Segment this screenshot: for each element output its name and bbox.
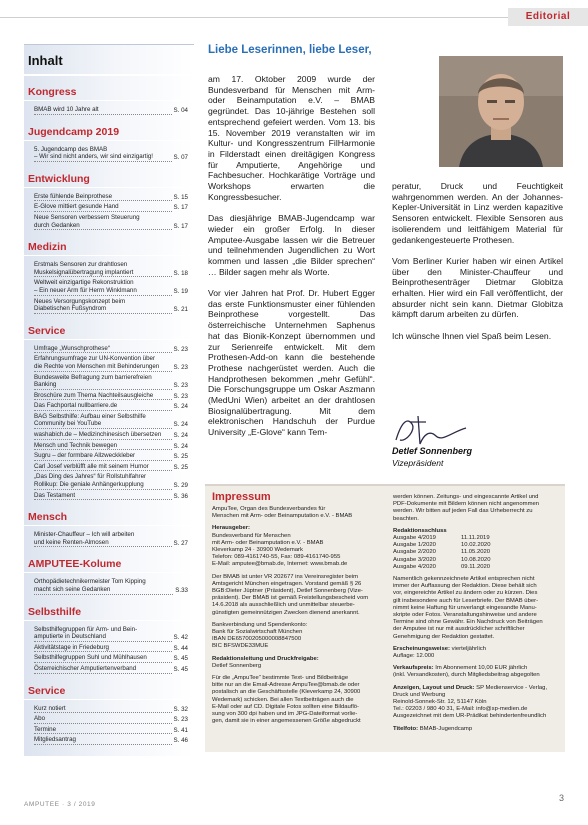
toc-entry	[24, 192, 194, 203]
toc-section	[24, 509, 194, 548]
toc-entry	[24, 725, 194, 736]
impressum-block-text: Bundesverband für Menschen mit Arm- oder Beinamputation e.V. - BMAB Kleverkamp 24 · 30900 Wedemark Telefon: 089-4161740-55, Fax: 089-4161740-955 E-Mail: amputee@bmab.de, Internet: www.bmab.de	[212, 532, 348, 568]
toc-section-title: Entwicklung	[24, 171, 194, 188]
toc-entry	[24, 354, 194, 372]
impressum-block	[212, 506, 384, 520]
impressum-block	[393, 726, 559, 733]
signature-image	[392, 410, 472, 450]
toc-entry	[24, 105, 194, 116]
toc-sections	[24, 84, 194, 746]
toc-section-title: AMPUTEE-Kolume	[24, 556, 194, 573]
toc-entry	[24, 373, 194, 391]
toc-entry	[24, 213, 194, 231]
article-paragraph: peratur, Druck und Feuchtigkeit wahrgenommen werden. An der Johannes-Kepler-Universität in Linz werden kapazitive Sensoren entwickelt. Flexible Sensoren aus isolierendem und leitfähigem Material für gedankengesteuerte Prothesen.	[392, 181, 563, 245]
toc-entry-title: Bundesweite Befragung zum barrierefreien Banking	[34, 374, 172, 390]
toc-entry-title: Österreichischer Amputiertenverband	[34, 665, 172, 674]
toc-entry	[24, 451, 194, 462]
schedule-date: 09.11.2020	[461, 563, 491, 570]
toc-entry	[24, 260, 194, 278]
impressum-block	[393, 576, 559, 641]
toc-entry-page: S. 17	[173, 204, 188, 212]
toc-title: Inhalt	[24, 45, 194, 76]
impressum-column-2	[393, 494, 559, 738]
toc-entry	[24, 714, 194, 725]
toc-section-title: Selbsthilfe	[24, 604, 194, 621]
author-photo	[439, 56, 563, 167]
toc-entry-title: Selbsthilfegruppen für Arm- und Bein- amputierte in Deutschland	[34, 626, 172, 642]
article-column-2	[392, 181, 563, 352]
toc-entry-page: S. 15	[173, 193, 188, 201]
toc-entry-title: Carl Josef verblüfft alle mit seinem Humor	[34, 463, 172, 472]
toc-entry-title: Neue Sensoren verbessern Steuerung durch Gedanken	[34, 214, 172, 230]
impressum-intro: werden können. Zeitungs- und eingescannte Artikel und PDF-Dokumente mit Bildern können nicht angenommen werden. Wir bitten auf jeden Fall das Urheberrecht zu beachten.	[393, 494, 540, 522]
impressum-block	[212, 525, 384, 568]
schedule-list	[393, 535, 559, 571]
toc-section-title: Service	[24, 683, 194, 700]
toc-section	[24, 556, 194, 595]
footer-issue: AMPUTEE · 3 / 2019	[24, 801, 96, 808]
impressum-title: Impressum	[212, 491, 271, 503]
impressum-block-heading: Anzeigen, Layout und Druck:	[393, 684, 475, 691]
impressum-block	[212, 656, 384, 670]
toc-entry-title: Das Fachportal nullbarriere.de	[34, 402, 172, 411]
toc-entry-page: S. 46	[173, 737, 188, 745]
toc-entry-page: S. 23	[173, 382, 188, 390]
toc-entry-title: Selbsthilfegruppen Suhl und Mühlhausen	[34, 654, 172, 663]
toc-section-title: Service	[24, 323, 194, 340]
impressum-block	[393, 685, 559, 721]
impressum-details	[393, 576, 559, 733]
toc-entry	[24, 462, 194, 473]
toc-entry-page: S. 23	[173, 716, 188, 724]
toc-entry	[24, 472, 194, 490]
toc-entry-title: Erfahrungsumfrage zur UN-Konvention über die Rechte von Menschen mit Behinderungen	[34, 355, 172, 371]
schedule-date: 10.08.2020	[461, 556, 491, 563]
toc-entry-title: Orthopädietechnikermeister Tom Kipping macht sich seine Gedanken	[34, 578, 173, 594]
toc-section-title: Medizin	[24, 239, 194, 256]
impressum-block-text: SP Medienservice - Verlag, Druck und Werbung Reinold-Sonnek-Str. 12, 51147 Köln Tel.: 02203 / 980 40 31, E-Mail: info@sp-medien.de Ausgezeichnet mit dem UR-Prädikat behindertenfreundlich	[393, 684, 548, 720]
toc-entry-title: „Das Ding des Jahres“ für Rollstuhlfahrer Rollikup: Die geniale Anhängerkupplung	[34, 473, 172, 489]
toc-entry-page: S. 23	[173, 345, 188, 353]
toc-entry-page: S. 24	[173, 403, 188, 411]
toc-entry-title: Mitgliedsantrag	[34, 736, 172, 745]
impressum-column-1	[212, 506, 384, 730]
toc-entry	[24, 441, 194, 452]
schedule-block	[393, 528, 559, 571]
impressum-block-heading: Erscheinungsweise:	[393, 645, 450, 652]
impressum-block-text: Namentlich gekennzeichnete Artikel entsprechen nicht immer der Auffassung der Redaktion. Diese behält sich vor, eingereichte Artikel zu ändern oder zu kürzen. Dies gilt insbesondere auch für Leserbriefe. Der BMAB über- nimmt keine Haftung für unverlangt eingesandte Manu- skripte oder Fotos. Veranstaltungshinweise und andere Termine sind ohne Gewähr. Ein Nachdruck von Beiträgen der Amputee ist nur mit ausdrücklicher schriftlicher Genehmigung der Redaktion gestattet.	[393, 576, 543, 640]
toc-entry	[24, 577, 194, 595]
toc-entry	[24, 625, 194, 643]
toc-entry	[24, 491, 194, 502]
schedule-issue: Ausgabe 2/2020	[393, 549, 436, 556]
toc-entry	[24, 430, 194, 441]
impressum-block	[212, 574, 384, 617]
toc-entry-page: S. 44	[173, 644, 188, 652]
toc-entry-title: Kurz notiert	[34, 705, 172, 714]
schedule-row	[393, 564, 559, 571]
schedule-issue: Ausgabe 1/2020	[393, 542, 436, 549]
toc-entry-page: S. 25	[173, 453, 188, 461]
toc-entry-title: 5. Jugendcamp des BMAB – Wir sind nicht anders, wir sind einzigartig!	[34, 146, 172, 162]
table-of-contents	[24, 44, 194, 756]
impressum-block-text: Der BMAB ist unter VR 202677 ins Vereinsregister beim Amtsgericht München eingetragen. Vorstand gemäß § 26 BGB:Dieter Jüptner (Präsident), Detlef Sonnenberg (Vize- präsident). Der BMAB ist gemäß Freistellungsbescheid vom 14.6.2018 als ausschließlich und unmittelbar steuerbe- günstigten gemeinnützigen Zwecken dienend anerkannt.	[212, 573, 369, 616]
toc-entry-page: S. 23	[173, 363, 188, 371]
toc-entry-page: S. 45	[173, 655, 188, 663]
toc-entry-page: S. 21	[173, 306, 188, 314]
toc-entry-page: S. 32	[173, 705, 188, 713]
toc-section	[24, 604, 194, 675]
article-paragraph: Ich wünsche Ihnen viel Spaß beim Lesen.	[392, 330, 552, 341]
toc-entry-title: BMAB wird 10 Jahre alt	[34, 106, 172, 115]
toc-entry-page: S. 04	[173, 107, 188, 114]
schedule-issue: Ausgabe 3/2020	[393, 556, 436, 563]
portrait-image	[439, 56, 563, 167]
toc-entry	[24, 643, 194, 654]
toc-entry-page: S. 18	[173, 269, 188, 277]
schedule-date: 11.11.2019	[461, 535, 490, 542]
schedule-title: Redaktionsschluss	[393, 527, 447, 534]
impressum-block-text: Detlef Sonnenberg	[212, 662, 262, 669]
toc-entry	[24, 653, 194, 664]
impressum-block	[393, 665, 559, 679]
toc-entry-title: Umfrage „Wunschprothese“	[34, 345, 172, 354]
toc-entry-title: Sugru – der formbare Allzweckkleber	[34, 452, 172, 461]
schedule-row	[393, 549, 559, 556]
toc-section	[24, 84, 194, 116]
article-column-1	[208, 74, 375, 449]
toc-entry-title: BAG Selbsthilfe: Aufbau einer Selbsthilfe Community bei YouTube	[34, 413, 172, 429]
impressum-block-text: vierteljährlich Auflage: 12.000	[393, 645, 486, 660]
section-tag: Editorial	[508, 8, 588, 26]
toc-entry-page: S. 25	[173, 463, 188, 471]
toc-entry-page: S. 19	[173, 287, 188, 295]
schedule-date: 11.05.2020	[461, 549, 491, 556]
page-number: 3	[558, 793, 564, 803]
toc-entry	[24, 401, 194, 412]
signature-role: Vizepräsident	[392, 458, 444, 468]
article-paragraph: am 17. Oktober 2009 wurde der Bundesverband für Menschen mit Arm- oder Beinamputation e.V. – BMAB gegründet. Das 10-jährige Bestehen soll entsprechend gefeiert werden. Vom 13. bis 15. November 2019 veranstalten wir im Kultur- und Kongresszentrum FilHarmonie in Filderstadt einen dreitägigen Kongress für Amputierte, Angehörige und Fachbesucher. Hochkarätige Vorträge und Workshops erwarten die Kongressbesucher.	[208, 74, 375, 202]
impressum-block-heading: Verkaufspreis:	[393, 665, 434, 672]
toc-entry	[24, 664, 194, 675]
toc-entry-title: washabich.de – Medizinchinesisch übersetzen	[34, 431, 172, 440]
toc-entry-page: S. 24	[173, 442, 188, 450]
toc-section	[24, 124, 194, 163]
top-rule	[0, 17, 588, 18]
toc-entry-title: Termine	[34, 726, 172, 735]
impressum-block	[393, 646, 559, 660]
impressum-block-text: Für die „AmpuTee“ bestimmte Text- und Bildbeiträge bitte nur an die Email-Adresse AmpuTee@bmab.de oder postalisch an die Geschäftsstelle (Kleverkamp 24, 30900 Wedemark) schicken. Bei allen Textbeiträgen auch die E-Mail oder auf CD. Digitale Fotos sollten eine Bildauflö- sung von 300 dpi haben und im JPG-Dateiformat vorlie- gen, damit sie in einer angemessenen Größe abgedruckt	[212, 675, 361, 725]
toc-entry-title: Minister-Chauffeur – Ich will arbeiten und keine Renten-Almosen	[34, 531, 172, 547]
toc-entry-title: Broschüre zum Thema Nachteilsausgleiche	[34, 392, 172, 401]
schedule-issue: Ausgabe 4/2020	[393, 563, 436, 570]
toc-entry	[24, 297, 194, 315]
article-paragraph: Vor vier Jahren hat Prof. Dr. Hubert Egger das erste Funktionsmuster einer fühlenden Beinprothese vorgestellt. Das österreichische Unternehmen Saphenus hat das Bionik-Konzept übernommen und zur Serienreife entwickelt. Mit dem Prothesen-Add-on kann die bestehende Prothese nachgerüstet werden. Auch die Handprothesen bekommen „mehr Gefühl“. Die Forschungsgruppe um Oskar Aszmann (MedUni Wien) arbeitet an der drahtlosen Biosignalübertragung. Mit dem elektronischen Handschuh der Purdue University „E-Glove“ kann Tem-	[208, 288, 375, 438]
toc-entry-page: S.33	[175, 587, 188, 594]
toc-entry-title: Erstmals Sensoren zur drahtlosen Muskelsignalübertragung implantiert	[34, 261, 172, 277]
toc-entry	[24, 530, 194, 548]
impressum-block-heading: Herausgeber:	[212, 525, 250, 532]
impressum-block-heading: Redaktionsleitung und Druckfreigabe:	[212, 655, 319, 662]
toc-entry	[24, 202, 194, 213]
toc-section	[24, 323, 194, 502]
toc-entry	[24, 278, 194, 296]
schedule-issue: Ausgabe 4/2019	[393, 535, 436, 542]
toc-entry-title: Erste fühlende Beinprothese	[34, 193, 172, 202]
toc-entry-page: S. 07	[173, 154, 188, 162]
toc-section	[24, 683, 194, 746]
schedule-row	[393, 557, 559, 564]
signature-name: Detlef Sonnenberg	[392, 446, 473, 456]
toc-entry-title: E-Glove mittiert gesunde Hand	[34, 203, 172, 212]
toc-entry	[24, 391, 194, 402]
impressum-block-text: BMAB-Jugendcamp	[419, 725, 473, 732]
toc-section-title: Kongress	[24, 84, 194, 101]
impressum-block	[212, 675, 384, 725]
article-paragraph: Vom Berliner Kurier haben wir einen Artikel über den Minister-Chauffeur und Beinprothesenträger Dietmar Globitza erhalten. Hier wird ein Fall veröffentlicht, der absurder nicht sein kann. Dietmar Globitza kämpft darum arbeiten zu dürfen.	[392, 255, 563, 320]
toc-entry	[24, 412, 194, 430]
toc-entry-title: Abo	[34, 715, 172, 724]
toc-entry-page: S. 41	[173, 726, 188, 734]
impressum-block-text: AmpuTee, Organ des Bundesverbandes für Menschen mit Arm- oder Beinamputation e.V. - BMAB	[212, 506, 353, 520]
toc-entry-page: S. 27	[173, 539, 188, 547]
toc-entry-page: S. 45	[173, 665, 188, 673]
toc-entry	[24, 145, 194, 163]
toc-section	[24, 239, 194, 315]
impressum-block-text: Bankverbindung und Spendenkonto: Bank für Sozialwirtschaft München IBAN DE65700205000008847500 BIC BFSWDE33MUE	[212, 621, 308, 650]
schedule-row	[393, 535, 559, 542]
toc-entry-page: S. 42	[173, 634, 188, 642]
toc-entry-page: S. 24	[173, 421, 188, 429]
toc-entry-title: Mensch und Technik bewegen	[34, 442, 172, 451]
toc-section	[24, 171, 194, 231]
toc-entry-title: Weltweit einzigartige Rekonstruktion – Ein neuer Arm für Herrn Winklmann	[34, 279, 172, 295]
article-paragraph: Das diesjährige BMAB-Jugendcamp war wieder ein großer Erfolg. In dieser Amputee-Ausgabe lassen wir die Betreuer und teilnehmenden Jugendlichen zu Wort kommen und lassen „die Bilder sprechen“ … Bilder sagen mehr als Worte.	[208, 213, 375, 277]
toc-entry-page: S. 17	[173, 222, 188, 230]
toc-entry-page: S. 29	[173, 482, 188, 490]
toc-section-title: Jugendcamp 2019	[24, 124, 194, 141]
schedule-row	[393, 542, 559, 549]
toc-section-title: Mensch	[24, 509, 194, 526]
schedule-date: 10.02.2020	[461, 542, 491, 549]
toc-entry-page: S. 23	[173, 392, 188, 400]
toc-entry	[24, 735, 194, 746]
toc-entry	[24, 704, 194, 715]
impressum-block-text: Im Abonnement 10,00 EUR jährlich (inkl. Versandkosten), durch Mitgliedsbeitrag abgegolten	[393, 665, 540, 679]
toc-entry-title: Aktivitätstage in Friedeburg	[34, 644, 172, 653]
toc-entry-page: S. 36	[173, 492, 188, 500]
toc-entry-title: Das Testament	[34, 492, 172, 501]
impressum-block	[212, 622, 384, 651]
toc-entry	[24, 344, 194, 355]
toc-entry-title: Neues Versorgungskonzept beim Diabetischen Fußsyndrom	[34, 298, 172, 314]
toc-entry-page: S. 24	[173, 432, 188, 440]
impressum-block-heading: Titelfoto:	[393, 725, 419, 732]
salutation: Liebe Leserinnen, liebe Leser,	[208, 44, 372, 56]
